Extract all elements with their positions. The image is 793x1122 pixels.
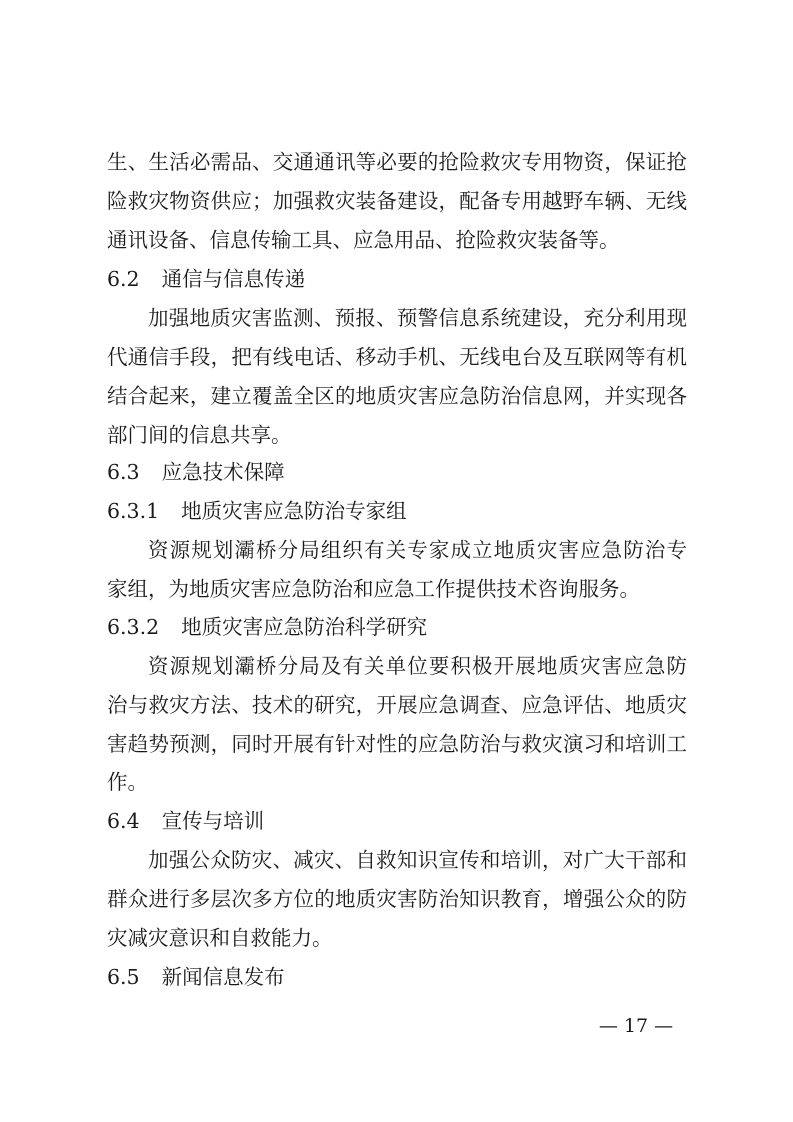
section-title: 新闻信息发布 (161, 965, 285, 989)
section-heading-6-3-1 (107, 497, 407, 525)
paragraph-line: 治与救灾方法、技术的研究，开展应急调查、应急评估、地质灾 (107, 693, 687, 717)
section-number: 6.2 (107, 267, 140, 291)
section-title: 地质灾害应急防治科学研究 (181, 615, 428, 639)
paragraph-line: 代通信手段，把有线电话、移动手机、无线电台及互联网等有机 (107, 345, 687, 369)
paragraph-line: 险救灾物资供应；加强救灾装备建设，配备专用越野车辆、无线 (107, 189, 687, 213)
paragraph-line: 群众进行多层次多方位的地质灾害防治知识教育，增强公众的防 (107, 887, 687, 911)
paragraph-line: 结合起来，建立覆盖全区的地质灾害应急防治信息网，并实现各 (107, 384, 687, 408)
paragraph-line: 加强公众防灾、减灾、自救知识宣传和培训，对广大干部和 (148, 848, 687, 872)
section-number: 6.5 (107, 965, 140, 989)
section-title: 宣传与培训 (161, 809, 265, 833)
paragraph-line: 家组，为地质灾害应急防治和应急工作提供技术咨询服务。 (107, 577, 640, 601)
paragraph-line: 加强地质灾害监测、预报、预警信息系统建设，充分利用现 (148, 306, 687, 330)
page-number: — 17 — (598, 1015, 674, 1037)
section-title: 通信与信息传递 (161, 267, 306, 291)
paragraph-line: 作。 (107, 770, 148, 794)
paragraph-line: 资源规划灞桥分局及有关单位要积极开展地质灾害应急防 (148, 654, 687, 678)
section-number: 6.4 (107, 809, 140, 833)
paragraph-line: 部门间的信息共享。 (107, 423, 292, 447)
section-title: 地质灾害应急防治专家组 (181, 499, 407, 523)
section-number: 6.3 (107, 460, 140, 484)
section-title: 应急技术保障 (161, 460, 285, 484)
paragraph-line: 灾减灾意识和自救能力。 (107, 926, 333, 950)
paragraph-line: 通讯设备、信息传输工具、应急用品、抢险救灾装备等。 (107, 228, 620, 252)
section-heading-6-3-2 (107, 613, 427, 641)
section-heading-6-5 (107, 963, 285, 991)
paragraph-line: 害趋势预测，同时开展有针对性的应急防治与救灾演习和培训工 (107, 732, 687, 756)
section-number: 6.3.1 (107, 499, 160, 523)
section-heading-6-2 (107, 265, 305, 293)
section-heading-6-3 (107, 458, 285, 486)
paragraph-line: 生、生活必需品、交通通讯等必要的抢险救灾专用物资，保证抢 (107, 150, 687, 174)
paragraph-line: 资源规划灞桥分局组织有关专家成立地质灾害应急防治专 (148, 538, 687, 562)
section-heading-6-4 (107, 807, 264, 835)
section-number: 6.3.2 (107, 615, 160, 639)
